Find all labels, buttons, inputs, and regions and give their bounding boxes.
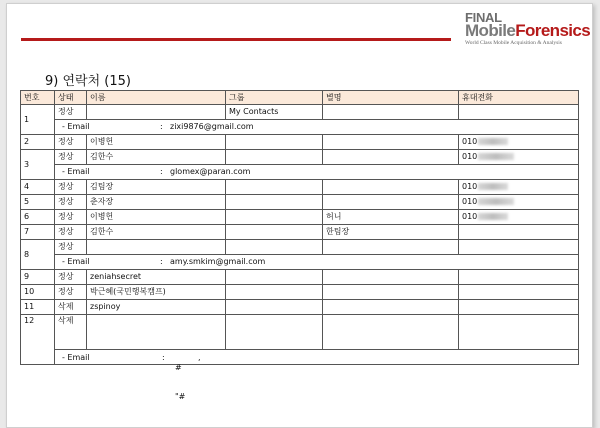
cell-nickname [323,300,459,315]
cell-group [226,210,323,225]
cell-group [226,180,323,195]
table-row [21,150,579,165]
table-header-row [21,91,579,105]
cell-group [226,135,323,150]
cell-nickname [323,135,459,150]
section-title: 9) 연락처 (15) [45,74,131,89]
email-value: amy.smkim@gmail.com [170,257,266,266]
final-mobile-forensics-logo: FINAL MobileForensics World Class Mobile Acquisition & Analysis [465,10,591,46]
cell-number: 3 [21,150,55,180]
cell-group: My Contacts [226,105,323,120]
cell-number: 7 [21,225,55,240]
cell-group [226,285,323,300]
redacted-phone-blur [478,138,508,145]
email-row [21,350,579,365]
cell-number: 5 [21,195,55,210]
col-header-group: 그룹 [226,91,323,105]
cell-status: 정상 [55,270,87,285]
cell-status: 삭제 [55,315,87,350]
cell-mobile-phone: 010 [459,150,579,165]
cell-email: - Email : amy.smkim@gmail.com [55,255,579,270]
cell-number: 12 [21,315,55,365]
cell-mobile-phone [459,240,579,255]
cell-name [87,105,226,120]
cell-nickname [323,285,459,300]
email-row [21,165,579,180]
redacted-phone-blur [478,183,508,190]
cell-status: 정상 [55,285,87,300]
cell-nickname [323,240,459,255]
cell-number: 10 [21,285,55,300]
cell-nickname: 허니 [323,210,459,225]
cell-name: 이병헌 [87,135,226,150]
cell-name [87,315,226,350]
cell-name: zeniahsecret [87,270,226,285]
table-row [21,195,579,210]
table-row [21,225,579,240]
cell-email: - Email : glomex@paran.com [55,165,579,180]
col-header-status: 상태 [55,91,87,105]
col-header-name: 이름 [87,91,226,105]
table-row [21,270,579,285]
table-row [21,300,579,315]
cell-number: 8 [21,240,55,270]
cell-status: 정상 [55,225,87,240]
cell-name: 춘자장 [87,195,226,210]
cell-status: 정상 [55,105,87,120]
cell-name: 박근혜(국민행복캠프) [87,285,226,300]
cell-mobile-phone [459,300,579,315]
cell-mobile-phone [459,225,579,240]
cell-mobile-phone: 010 [459,195,579,210]
header-rule [21,38,451,41]
contacts-table [20,90,579,401]
cell-status: 정상 [55,210,87,225]
cell-nickname: 한팀장 [323,225,459,240]
redacted-phone-blur [478,153,514,160]
cell-nickname [323,270,459,285]
cell-mobile-phone [459,285,579,300]
col-header-nickname: 별명 [323,91,459,105]
cell-number: 6 [21,210,55,225]
cell-group [226,225,323,240]
cell-group [226,150,323,165]
cell-status: 정상 [55,240,87,255]
cell-number: 9 [21,270,55,285]
table-row [21,210,579,225]
cell-nickname [323,195,459,210]
cell-name: 이병헌 [87,210,226,225]
cell-email: - Email : , # "# [55,350,579,365]
table-row [21,105,579,120]
cell-status: 삭제 [55,300,87,315]
cell-name [87,240,226,255]
cell-number: 4 [21,180,55,195]
table-row [21,135,579,150]
cell-status: 정상 [55,195,87,210]
cell-name: 김한수 [87,150,226,165]
cell-mobile-phone [459,105,579,120]
cell-mobile-phone [459,270,579,285]
cell-email: - Email : zixi9876@gmail.com [55,120,579,135]
cell-group [226,270,323,285]
table-row [21,240,579,255]
cell-group [226,195,323,210]
redacted-phone-blur [478,198,514,205]
col-header-number: 번호 [21,91,55,105]
cell-mobile-phone: 010 [459,135,579,150]
cell-number: 1 [21,105,55,135]
cell-status: 정상 [55,180,87,195]
cell-status: 정상 [55,150,87,165]
col-header-mobile-phone: 휴대전화 [459,91,579,105]
cell-nickname [323,150,459,165]
email-row [21,255,579,270]
cell-mobile-phone [459,315,579,350]
cell-nickname [323,180,459,195]
cell-group [226,300,323,315]
cell-name: 김팀장 [87,180,226,195]
cell-nickname [323,105,459,120]
cell-name: zspinoy [87,300,226,315]
table-row [21,315,579,350]
cell-status: 정상 [55,135,87,150]
cell-mobile-phone: 010 [459,180,579,195]
cell-nickname [323,315,459,350]
cell-number: 2 [21,135,55,150]
cell-name: 김한수 [87,225,226,240]
cell-mobile-phone: 010 [459,210,579,225]
cell-group [226,315,323,350]
document-page [6,3,593,428]
email-value: glomex@paran.com [170,167,251,176]
email-value: zixi9876@gmail.com [170,122,254,131]
email-row [21,120,579,135]
table-row [21,285,579,300]
table-row [21,180,579,195]
redacted-phone-blur [478,213,508,220]
cell-group [226,240,323,255]
cell-number: 11 [21,300,55,315]
